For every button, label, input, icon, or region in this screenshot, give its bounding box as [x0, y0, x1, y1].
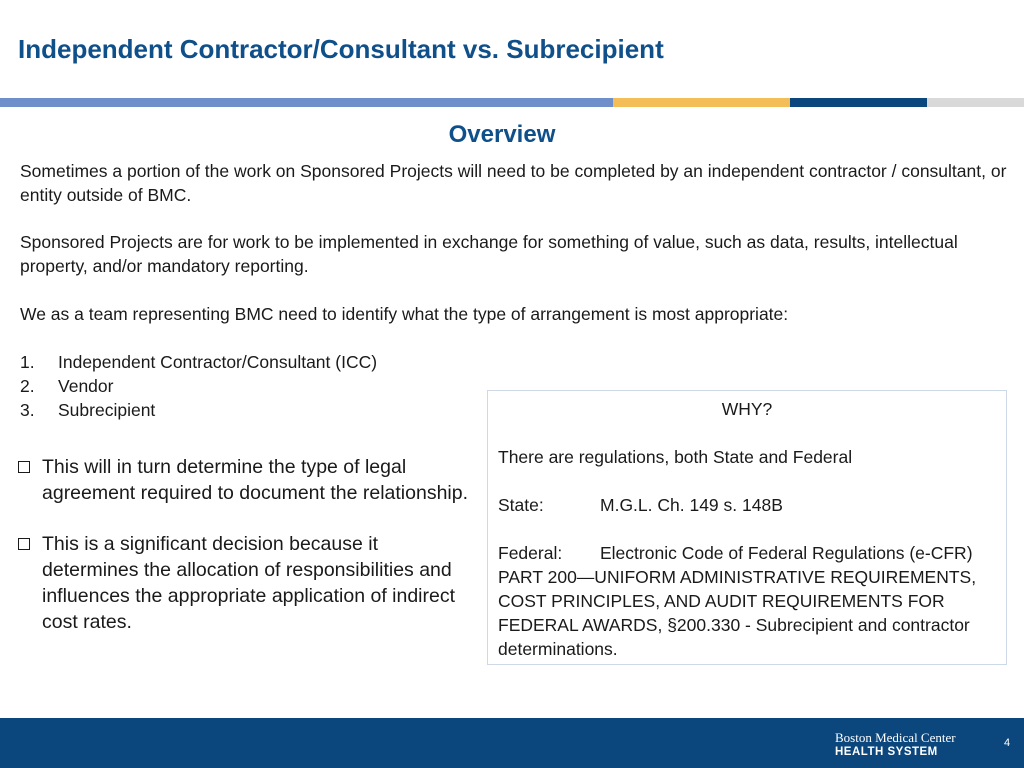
- list-text: Independent Contractor/Consultant (ICC): [58, 352, 378, 372]
- overview-paragraph-1: Sometimes a portion of the work on Sponsored Projects will need to be completed by an independent contractor / consultant, or entity outside of BMC.: [20, 161, 1007, 205]
- bmc-logo: [835, 731, 956, 759]
- list-item: [20, 398, 377, 422]
- key-points-list: [18, 454, 468, 660]
- bullet-text: This will in turn determine the type of legal agreement required to document the relationship.: [42, 456, 469, 504]
- federal-value: Electronic Code of Federal Regulations (e-CFR) PART 200—UNIFORM ADMINISTRATIVE REQUIREMENTS, COST PRINCIPLES, AND AUDIT REQUIREMENTS FOR FEDERAL AWARDS, §200.330 - Subrecipient and contractor determinations.: [498, 543, 977, 659]
- federal-label: Federal:: [498, 543, 563, 563]
- accent-rule-gray: [927, 98, 1024, 107]
- why-intro: There are regulations, both State and Federal: [498, 447, 853, 467]
- logo-line-2: HEALTH SYSTEM: [835, 746, 938, 758]
- footer-bar: [0, 718, 1024, 768]
- list-text: Subrecipient: [58, 400, 156, 420]
- logo-line-1: Boston Medical Center: [835, 730, 956, 745]
- bullet-text: This is a significant decision because it determines the allocation of responsibilities and influences the appropriate application of indirect cost rates.: [42, 533, 456, 633]
- overview-heading: Overview: [448, 121, 556, 148]
- list-number: 2.: [20, 376, 35, 396]
- overview-paragraph-3: We as a team representing BMC need to identify what the type of arrangement is most appropriate:: [20, 304, 789, 324]
- arrangement-list: [20, 350, 377, 422]
- list-item: [18, 531, 468, 635]
- why-callout-box: [487, 390, 1007, 665]
- accent-rule-gold: [613, 98, 790, 107]
- list-text: Vendor: [58, 376, 114, 396]
- accent-rule-blue: [0, 98, 613, 107]
- list-item: [18, 454, 468, 506]
- state-regulation: [498, 493, 996, 517]
- accent-rule-navy: [790, 98, 927, 107]
- list-number: 1.: [20, 352, 35, 372]
- overview-paragraph-2: Sponsored Projects are for work to be implemented in exchange for something of value, such as data, results, intellectual property, and/or mandatory reporting.: [20, 232, 958, 276]
- why-title: WHY?: [721, 399, 773, 419]
- list-item: [20, 374, 377, 398]
- slide-title: Independent Contractor/Consultant vs. Subrecipient: [18, 34, 664, 64]
- state-value: M.G.L. Ch. 149 s. 148B: [600, 495, 783, 515]
- checkbox-bullet-icon: [18, 538, 30, 550]
- checkbox-bullet-icon: [18, 461, 30, 473]
- list-number: 3.: [20, 400, 35, 420]
- federal-regulation: [498, 541, 996, 661]
- list-item: [20, 350, 377, 374]
- state-label: State:: [498, 495, 544, 515]
- page-number: 4: [1004, 737, 1011, 749]
